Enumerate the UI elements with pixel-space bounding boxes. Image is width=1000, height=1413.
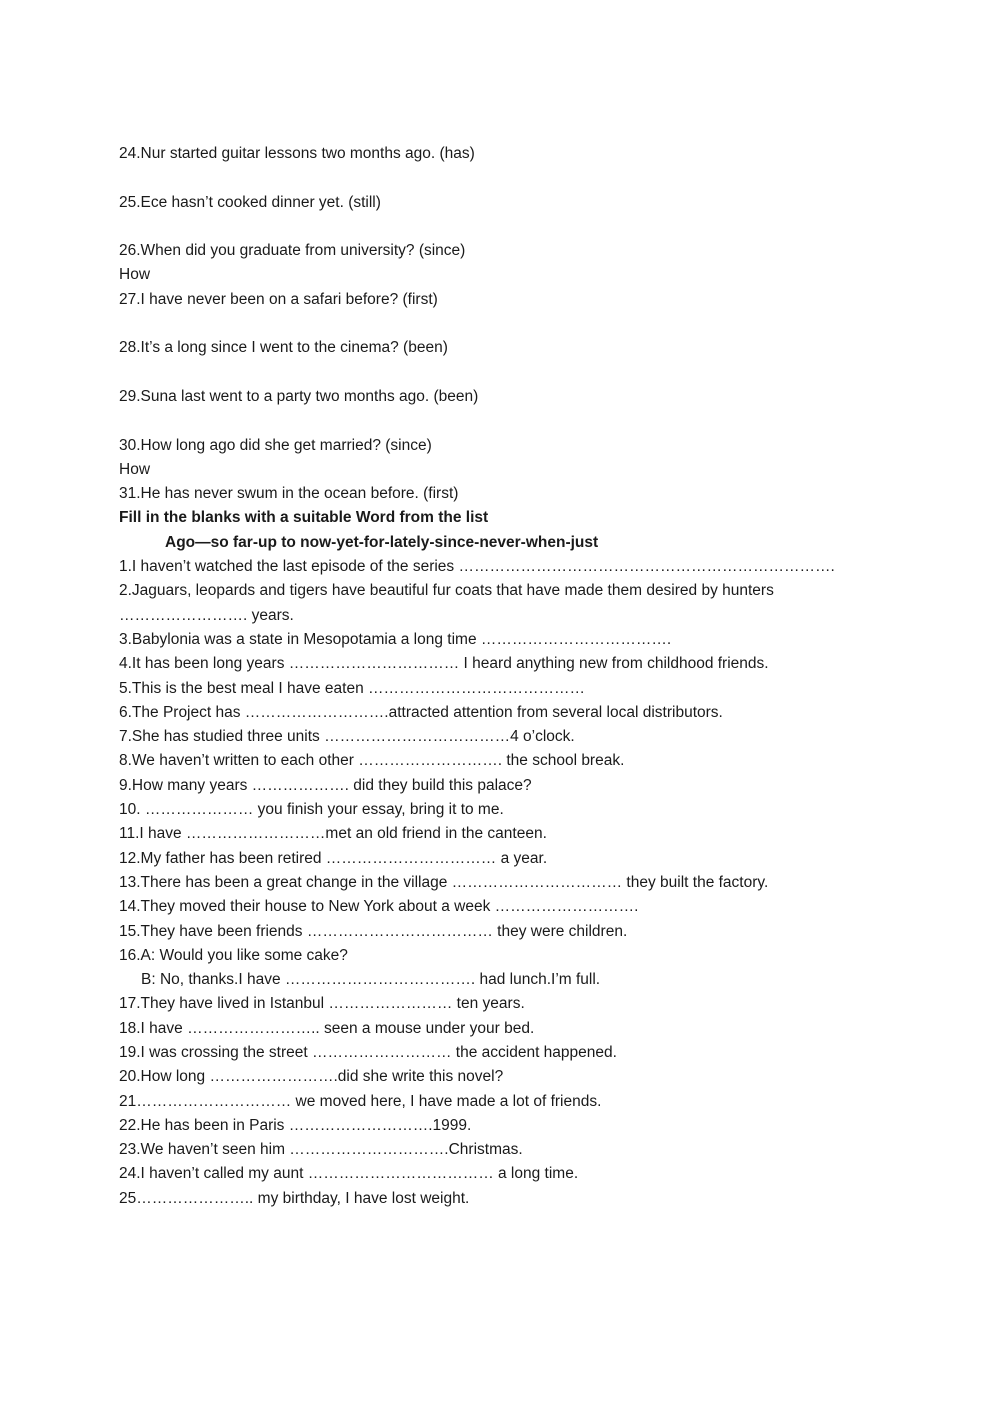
fill-item-13: 13.There has been a great change in the village …………………………… they built the factory. [119, 873, 769, 891]
fill-item-3: 3.Babylonia was a state in Mesopotamia a long time ………………………………. [119, 630, 672, 648]
fill-item-1: 1.I haven’t watched the last episode of the series ………………………………………………………………. [119, 558, 835, 576]
rewrite-item-28: 28.It’s a long since I went to the cinema? (been) [119, 339, 448, 357]
rewrite-item-31: 31.He has never swum in the ocean before. (first) [119, 485, 459, 503]
fill-item-15: 15.They have been friends ……………………………… they were children. [119, 922, 628, 940]
fill-item-7: 7.She has studied three units ………………………………4 o’clock. [119, 728, 575, 746]
fill-item-2: 2.Jaguars, leopards and tigers have beautiful fur coats that have made them desired by hunters [119, 582, 774, 600]
rewrite-item-30: 30.How long ago did she get married? (since) [119, 436, 432, 454]
fill-item-22: 22.He has been in Paris ……………………….1999. [119, 1116, 472, 1134]
answer-space [119, 215, 879, 239]
rewrite-prompt-26: How [119, 266, 151, 284]
fill-item-17: 17.They have lived in Istanbul …………………… ten years. [119, 995, 525, 1013]
answer-space [119, 409, 879, 433]
rewrite-item-29: 29.Suna last went to a party two months ago. (been) [119, 387, 479, 405]
fill-item-20: 20.How long …………………….did she write this novel? [119, 1068, 504, 1086]
answer-space [119, 361, 879, 385]
fill-item-19: 19.I was crossing the street ……………………… the accident happened. [119, 1043, 617, 1061]
rewrite-item-24: 24.Nur started guitar lessons two months ago. (has) [119, 145, 475, 162]
answer-space [119, 312, 879, 336]
fill-item-6: 6.The Project has ……………………….attracted attention from several local distributors. [119, 703, 723, 721]
fill-item-16-a: 16.A: Would you like some cake? [119, 946, 348, 964]
fill-item-9: 9.How many years ………………. did they build this palace? [119, 776, 532, 794]
fill-item-8: 8.We haven’t written to each other ………………………. the school break. [119, 752, 625, 770]
answer-space [119, 166, 879, 190]
rewrite-item-25: 25.Ece hasn’t cooked dinner yet. (still) [119, 193, 381, 211]
rewrite-item-27: 27.I have never been on a safari before? (first) [119, 290, 438, 308]
fill-item-14: 14.They moved their house to New York about a week ………………………. [119, 898, 639, 916]
fill-item-5: 5.This is the best meal I have eaten …………………………………… [119, 679, 585, 697]
worksheet-content [119, 142, 879, 1211]
word-list: Ago—so far-up to now-yet-for-lately-since-never-when-just [165, 533, 599, 551]
rewrite-item-26: 26.When did you graduate from university? (since) [119, 242, 466, 260]
fill-item-23: 23.We haven’t seen him ………………………….Christmas. [119, 1141, 523, 1159]
fill-item-16-b: B: No, thanks.I have ………………………………. had lunch.I’m full. [141, 971, 601, 989]
fill-item-2-continued: ……………………. years. [119, 606, 294, 624]
fill-item-24: 24.I haven’t called my aunt ……………………………… a long time. [119, 1165, 579, 1183]
fill-item-10: 10. ………………… you finish your essay, bring it to me. [119, 801, 504, 819]
fill-item-21: 21………………………… we moved here, I have made a lot of friends. [119, 1092, 602, 1110]
fill-item-11: 11.I have ………………………met an old friend in the canteen. [119, 825, 547, 843]
fill-item-4: 4.It has been long years …………………………… I heard anything new from childhood friends. [119, 655, 769, 673]
fill-item-25: 25………………….. my birthday, I have lost weight. [119, 1189, 470, 1207]
fill-item-12: 12.My father has been retired …………………………… a year. [119, 849, 548, 867]
fill-section-heading: Fill in the blanks with a suitable Word from the list [119, 509, 489, 527]
rewrite-prompt-30: How [119, 460, 151, 478]
fill-item-18: 18.I have …………………….. seen a mouse under your bed. [119, 1019, 535, 1037]
